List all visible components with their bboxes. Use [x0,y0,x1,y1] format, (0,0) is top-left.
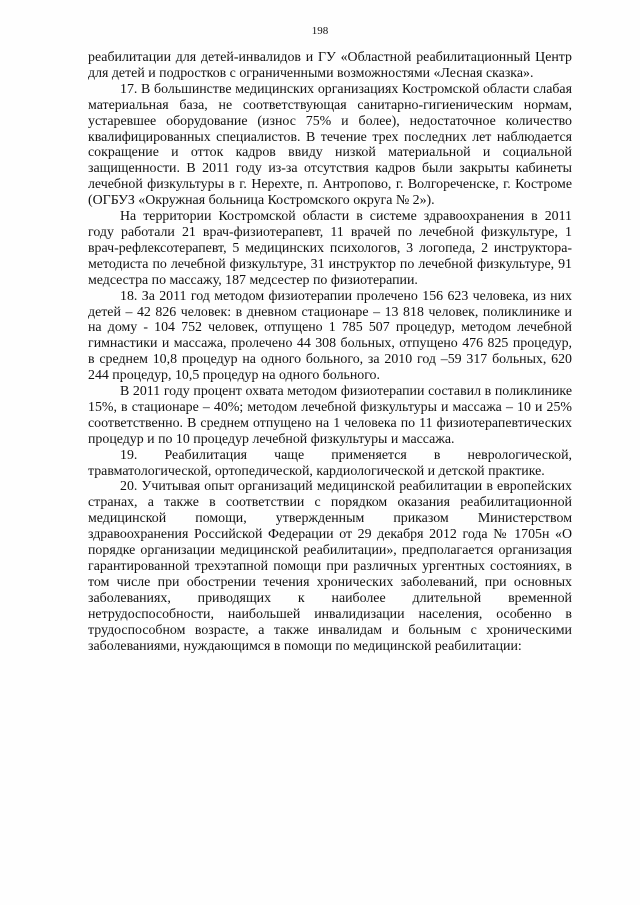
paragraph-coverage: В 2011 году процент охвата методом физиотерапии составил в поликлинике 15%, в стационаре – 40%; методом лечебной физкультуры и массажа – 10 и 25% соответственно. В среднем отпущено на 1 человека по 11 физиотерапевтических процедур и по 10 процедур лечебной физкультуры и массажа. [88,384,572,447]
paragraph-17: 17. В большинстве медицинских организациях Костромской области слабая материальная база, не соответствующая санитарно-гигиеническим нормам, устаревшее оборудование (износ 75% и более), недостаточное количество квалифицированных специалистов. В течение трех последних лет наблюдается сокращение и отток кадров ввиду низкой материальной и социальной защищенности. В 2011 году из-за отсутствия кадров были закрыты кабинеты лечебной физкультуры в г. Нерехте, п. Антропово, г. Волгореченске, г. Костроме (ОГБУЗ «Окружная больница Костромского округа № 2»). [88,81,572,209]
paragraph-19: 19. Реабилитация чаще применяется в неврологической, травматологической, ортопедической, кардиологической и детской практике. [88,447,572,479]
paragraph-18: 18. За 2011 год методом физиотерапии пролечено 156 623 человека, из них детей – 42 826 человек: в дневном стационаре – 13 818 человек, поликлинике и на дому - 104 752 человек, отпущено 1 785 507 процедур, методом лечебной гимнастики и массажа, пролечено 44 308 больных, отпущено 476 825 процедур, в среднем 10,8 процедур на одного больного, за 2010 год –59 317 больных, 620 244 процедур, 10,5 процедур на одного больного. [88,288,572,384]
document-body [88,50,572,654]
page-number: 198 [311,25,329,37]
paragraph-staff: На территории Костромской области в системе здравоохранения в 2011 году работали 21 врач-физиотерапевт, 11 врачей по лечебной физкультуре, 1 врач-рефлексотерапевт, 5 медицинских психологов, 3 логопеда, 2 инструктора-методиста по лечебной физкультуре, 31 инструктор по лечебной физкультуре, 91 медсестра по массажу, 187 медсестер по физиотерапии. [88,209,572,288]
paragraph-continuation: реабилитации для детей-инвалидов и ГУ «Областной реабилитационный Центр для детей и подростков с ограниченными возможностями «Лесная сказка». [88,50,572,81]
paragraph-20: 20. Учитывая опыт организаций медицинской реабилитации в европейских странах, а также в соответствии с порядком оказания реабилитационной медицинской помощи, утвержденным приказом Министерством здравоохранения Российской Федерации от 29 декабря 2012 года № 1705н «О порядке организации медицинской реабилитации», предполагается организация гарантированной трехэтапной помощи при различных ургентных состояниях, в том числе при обострении течения хронических заболеваний, при основных заболеваниях, приводящих к наиболее длительной временной нетрудоспособности, наибольшей инвалидизации населения, особенно в трудоспособном возрасте, а также инвалидам и больным с хроническими заболеваниями, нуждающимся в помощи по медицинской реабилитации: [88,479,572,654]
